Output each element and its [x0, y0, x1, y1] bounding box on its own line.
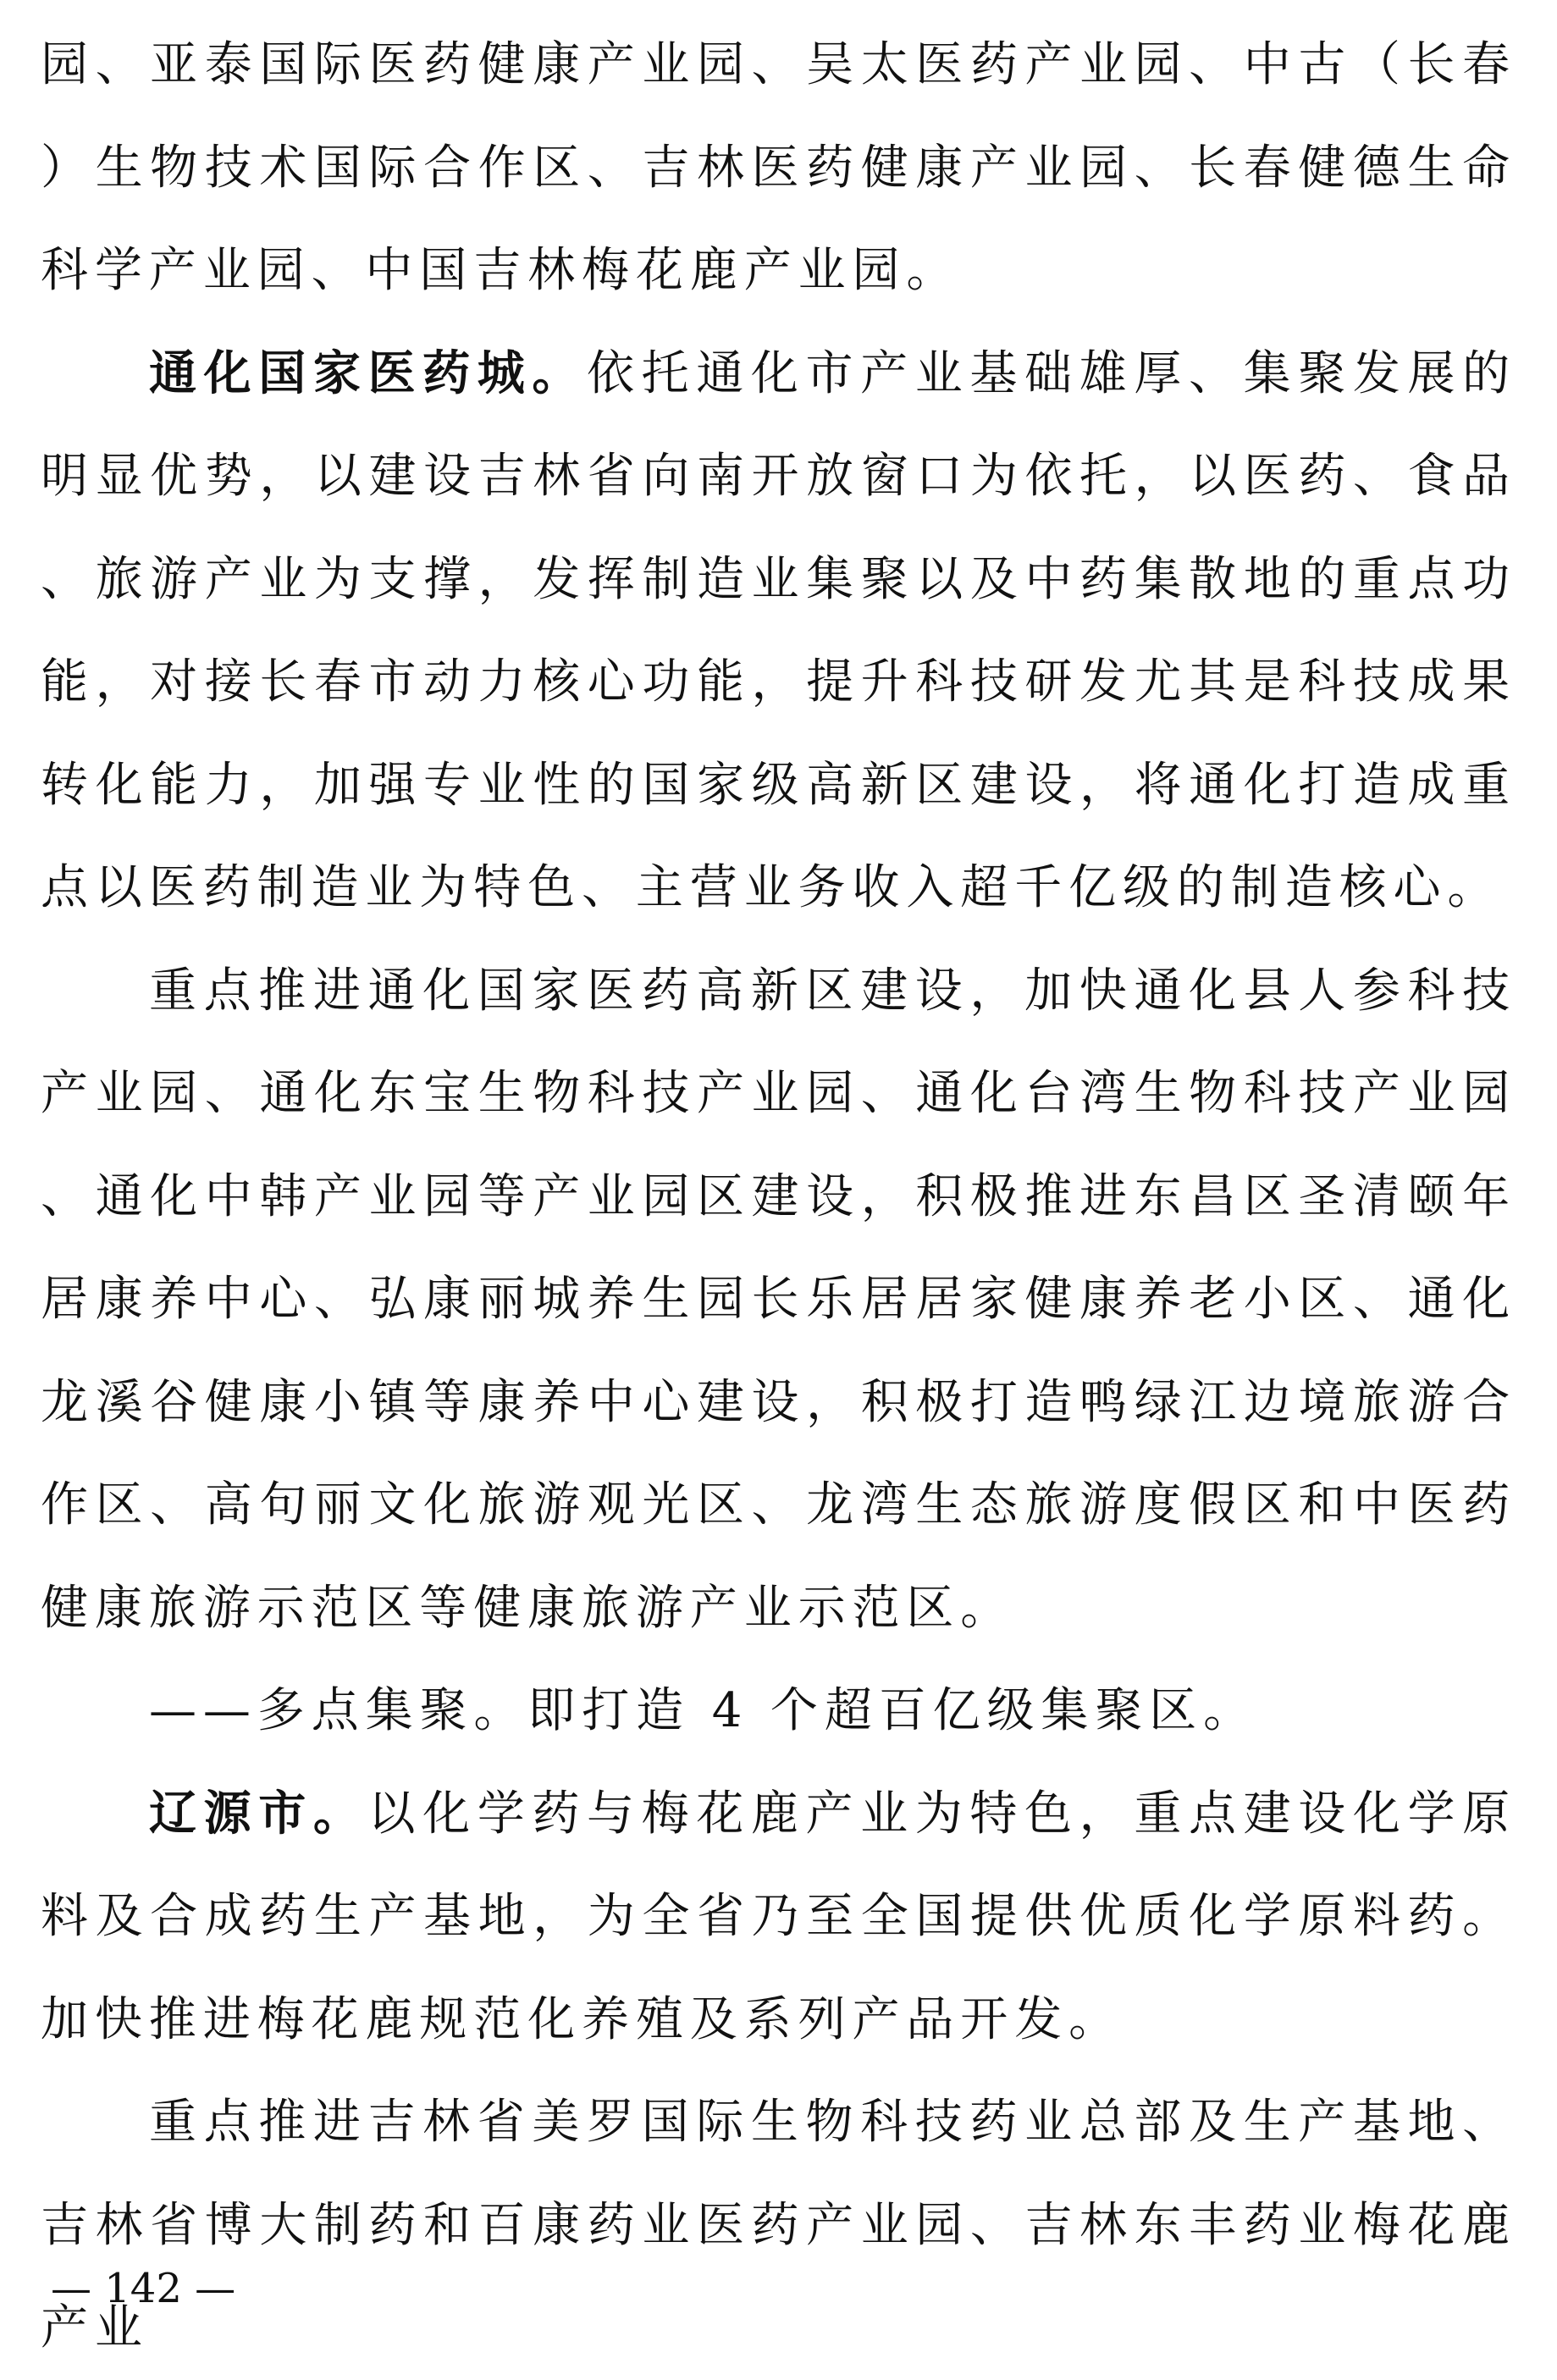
paragraph-tonghua-text: 依托通化市产业基础雄厚、集聚发展的明显优势，以建设吉林省向南开放窗口为依托，以医药、食品、旅游产业为支撑，发挥制造业集聚以及中药集散地的重点功能，对接长春市动力核心功能，提升科技研发尤其是科技成果转化能力，加强专业性的国家级高新区建设，将通化打造成重点以医药制造业为特色、主营业务收入超千亿级的制造核心。: [41, 345, 1516, 915]
paragraph-liaoyuan-city: [41, 1763, 1516, 2072]
paragraph-multi-point-cluster: [41, 1659, 1516, 1763]
paragraph-4-text: ——多点集聚。即打造 4 个超百亿级集聚区。: [149, 1683, 1258, 1738]
paragraph-6-text: 重点推进吉林省美罗国际生物科技药业总部及生产基地、吉林省博大制药和百康药业医药产业园、吉林东丰药业梅花鹿产业: [41, 2095, 1516, 2355]
paragraph-liaoyuan-text: 以化学药与梅花鹿产业为特色，重点建设化学原料及合成药生产基地，为全省乃至全国提供优质化学原料药。加快推进梅花鹿规范化养殖及系列产品开发。: [41, 1786, 1516, 2047]
paragraph-3-text: 重点推进通化国家医药高新区建设，加快通化县人参科技产业园、通化东宝生物科技产业园、通化台湾生物科技产业园、通化中韩产业园等产业园区建设，积极推进东昌区圣清颐年居康养中心、弘康丽城养生园长乐居居家健康养老小区、通化龙溪谷健康小镇等康养中心建设，积极打造鸭绿江边境旅游合作区、高句丽文化旅游观光区、龙湾生态旅游度假区和中医药健康旅游示范区等健康旅游产业示范区。: [41, 963, 1516, 1636]
paragraph-1: [41, 14, 1516, 323]
paragraph-tonghua-projects: [41, 940, 1516, 1660]
page-number: — 142 —: [51, 2265, 236, 2312]
paragraph-tonghua-city: [41, 323, 1516, 940]
paragraph-liaoyuan-heading: 辽源市。: [149, 1786, 368, 1842]
paragraph-tonghua-heading: 通化国家医药城。: [149, 345, 588, 401]
paragraph-liaoyuan-projects: [41, 2071, 1516, 2380]
document-page: [41, 0, 1516, 2355]
paragraph-1-text: 园、亚泰国际医药健康产业园、吴太医药产业园、中古（长春）生物技术国际合作区、吉林医药健康产业园、长春健德生命科学产业园、中国吉林梅花鹿产业园。: [41, 37, 1516, 298]
